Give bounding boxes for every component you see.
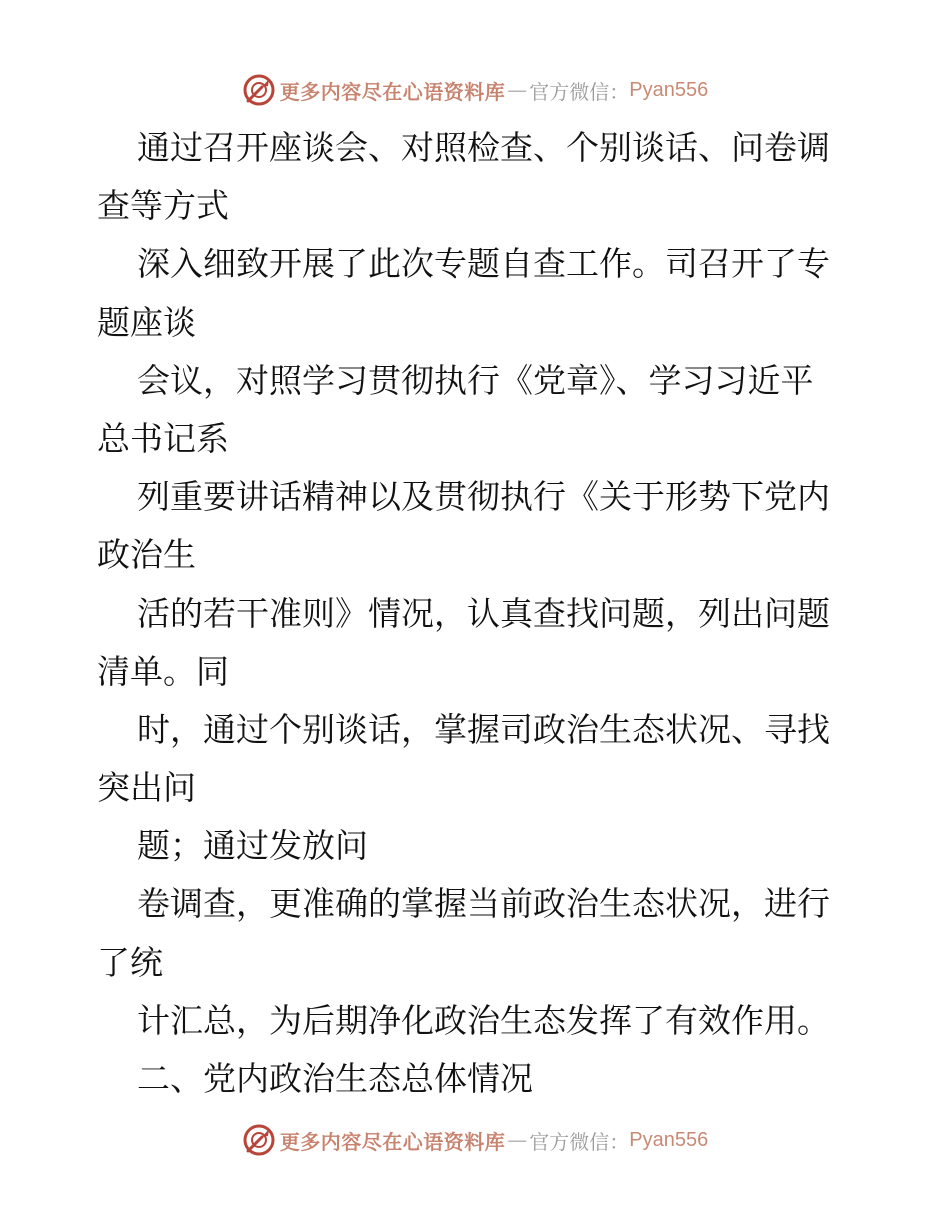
body-line: 通过召开座谈会、对照检查、个别谈话、问卷调 [137,128,830,167]
body-line: 查等方式 [97,186,229,226]
body-line: 深入细致开展了此次专题自查工作。司召开了专 [137,244,830,284]
brand-logo-icon [242,73,276,107]
brand-logo-icon [242,1123,276,1157]
body-line: 了统 [97,942,163,982]
banner-dash: — [507,78,528,102]
body-line: 总书记系 [97,418,229,458]
banner-main-text: 更多内容尽在心语资料库 [279,79,506,104]
banner-main-text: 更多内容尽在心语资料库 [279,1129,506,1154]
body-line: 会议，对照学习贯彻执行《党章》、学习习近平 [137,360,814,400]
body-line: 活的若干准则》情况，认真查找问题，列出问题 [137,593,830,633]
document-body [0,119,950,1108]
body-line: 突出问 [97,768,196,808]
body-line: 列重要讲话精神以及贯彻执行《关于形势下党内 [137,477,830,517]
body-line: 政治生 [97,535,196,575]
body-line: 清单。同 [97,651,229,691]
section-heading: 二、党内政治生态总体情况 [137,1059,533,1098]
body-line: 时，通过个别谈话，掌握司政治生态状况、寻找 [137,709,830,749]
body-line: 题；通过发放问 [137,826,368,866]
body-line: 卷调查，更准确的掌握当前政治生态状况，进行 [137,884,830,924]
banner-dash: — [507,1128,528,1152]
banner-wechat-id: Pyan556 [629,1128,709,1151]
body-line: 计汇总，为后期净化政治生态发挥了有效作用。 [137,1000,830,1040]
header-banner [0,70,950,110]
footer-banner [0,1120,950,1160]
banner-wechat-label: 官方微信： [529,79,630,104]
banner-wechat-id: Pyan556 [629,78,709,101]
body-line: 题座谈 [97,302,196,342]
banner-wechat-label: 官方微信： [529,1129,630,1154]
